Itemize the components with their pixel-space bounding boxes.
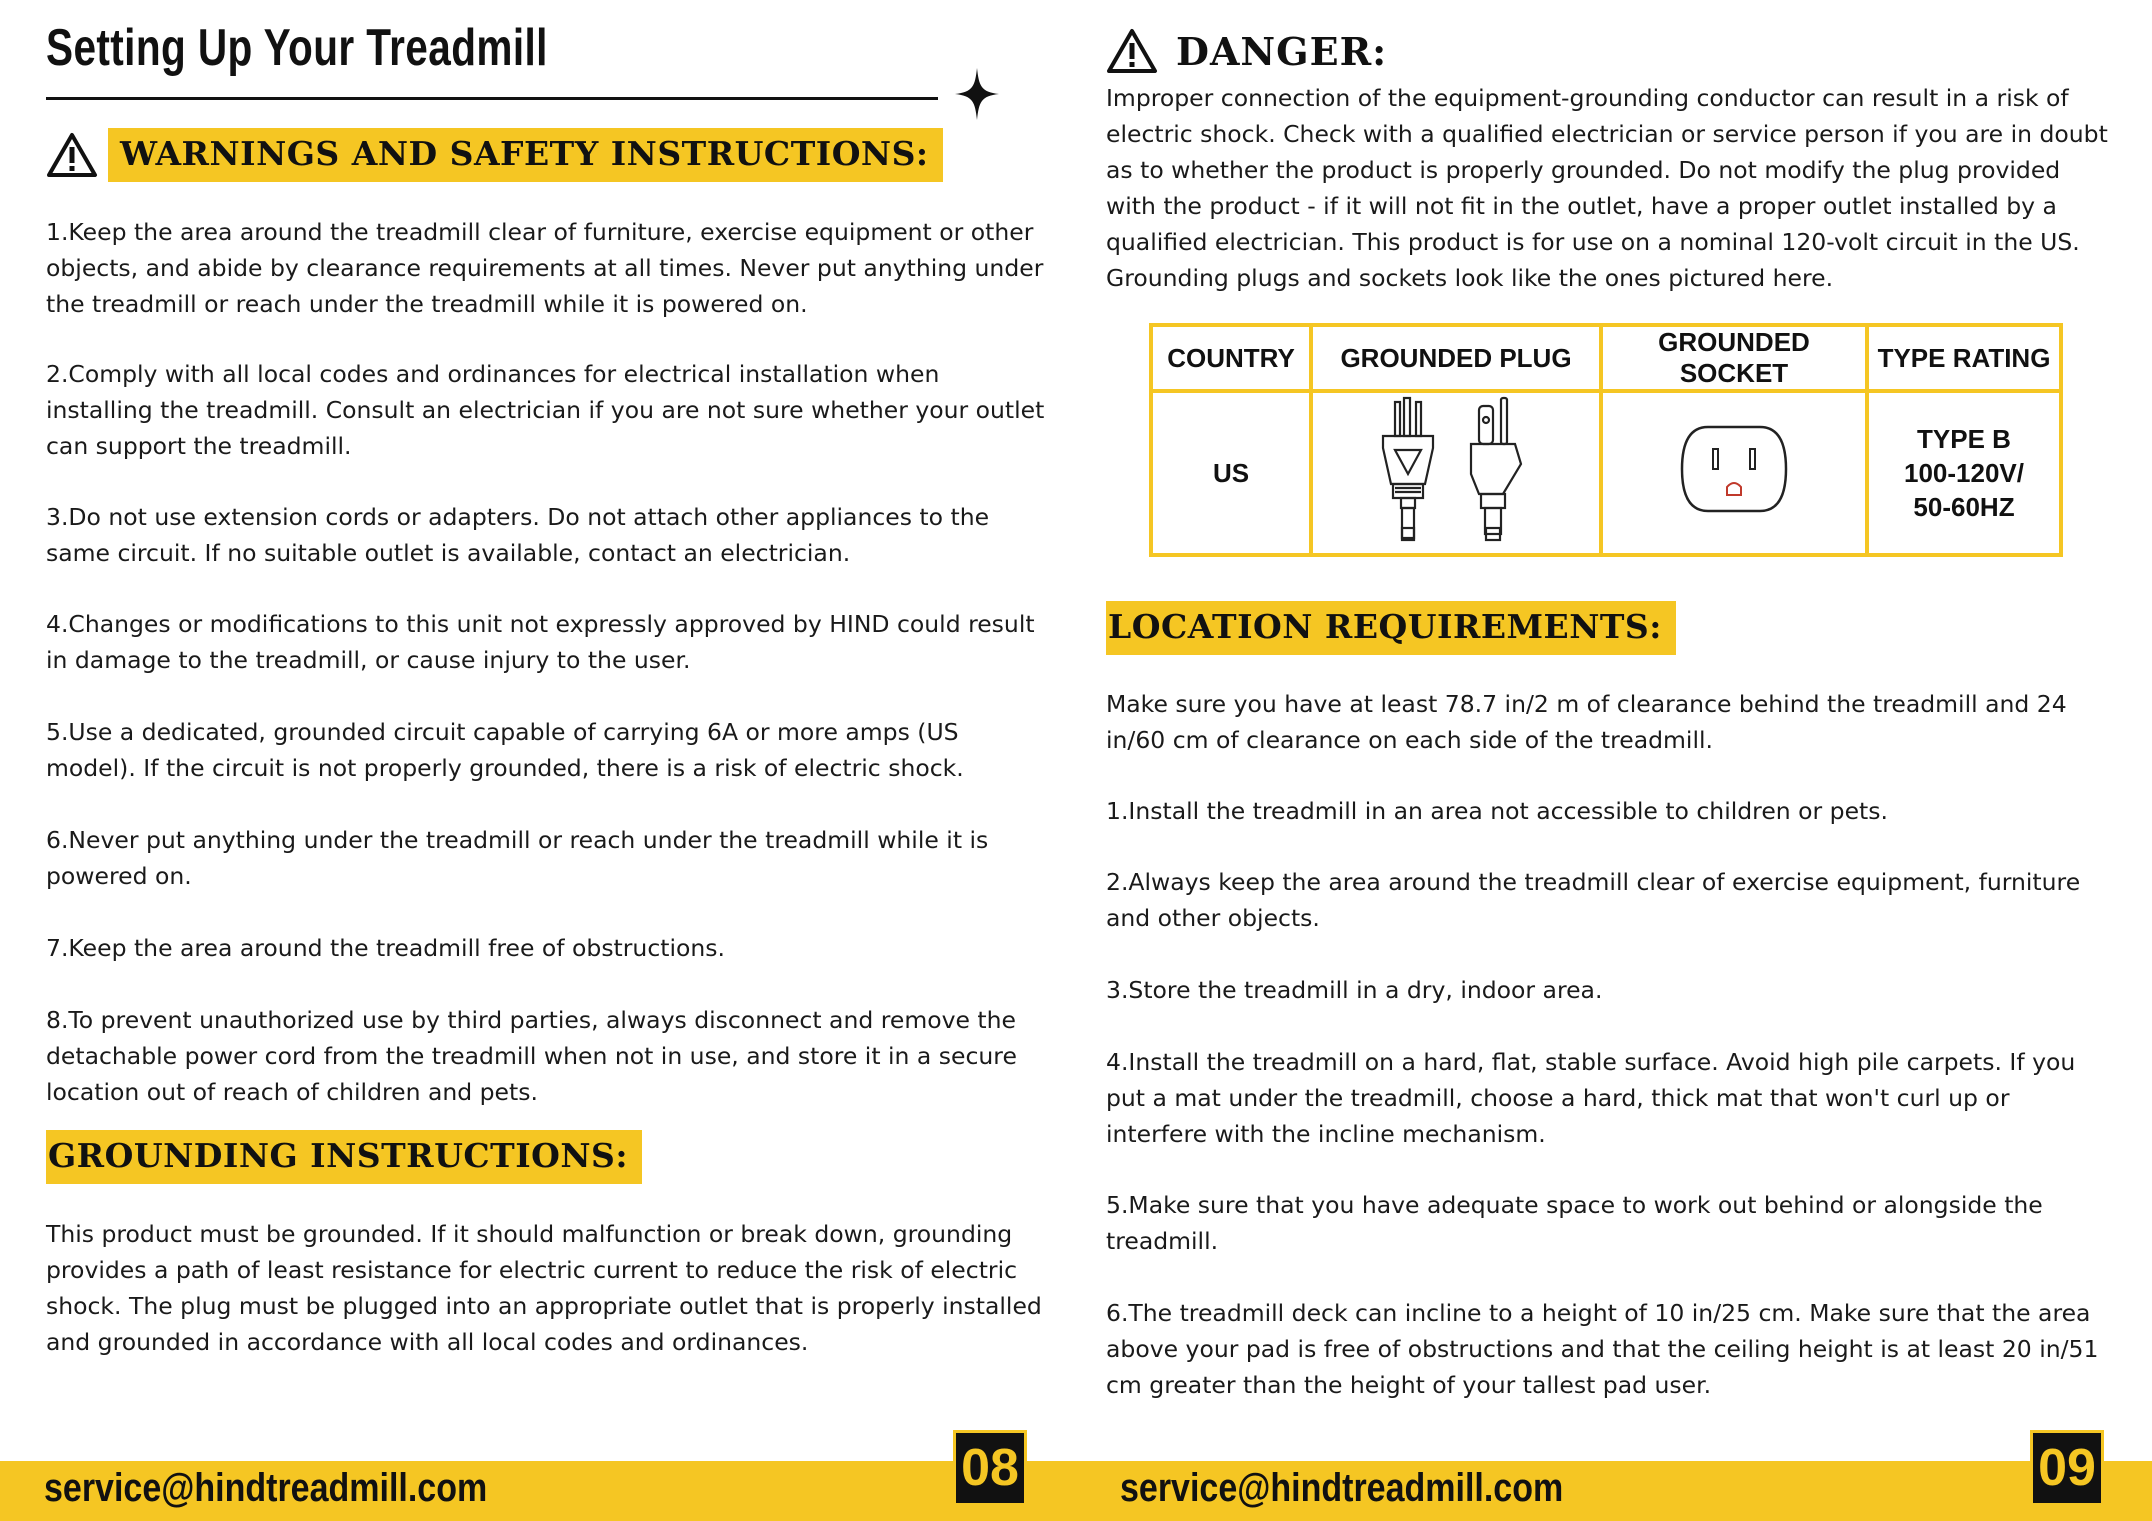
warning-item-5: 5.Use a dedicated, grounded circuit capable of carrying 6A or more amps (US model). If the circuit is not properly grounded, there is a risk of electric shock. bbox=[46, 718, 964, 782]
warnings-heading-row bbox=[46, 128, 943, 182]
table-header-socket: GROUNDED SOCKET bbox=[1601, 325, 1867, 391]
table-cell-socket bbox=[1601, 391, 1867, 555]
rating-line-type: TYPE B bbox=[1917, 424, 2011, 454]
rating-line-frequency: 50-60HZ bbox=[1913, 492, 2015, 522]
location-heading-row bbox=[1106, 601, 1676, 655]
danger-heading-row bbox=[1106, 28, 1387, 74]
location-item-6: 6.The treadmill deck can incline to a height of 10 in/25 cm. Make sure that the area above your pad is free of obstructions and that the ceiling height is at least 20 in/51 cm greater than the height of your tallest pad user. bbox=[1106, 1299, 2099, 1399]
danger-text: Improper connection of the equipment-grounding conductor can result in a risk of electric shock. Check with a qualified electrician or service person if you are in doubt as to whether the product is properly grounded. Do not modify the plug provided with the product - if it will not fit in the outlet, have a proper outlet installed by a qualified electrician. This product is for use on a nominal 120-volt circuit in the US. Grounding plugs and sockets look like the ones pictured here. bbox=[1106, 84, 2108, 292]
grounding-text: This product must be grounded. If it should malfunction or break down, grounding provides a path of least resistance for electric current to reduce the risk of electric shock. The plug must be plugged into an appropriate outlet that is properly installed and grounded in accordance with all local codes and ordinances. bbox=[46, 1220, 1042, 1356]
warning-item-6: 6.Never put anything under the treadmill or reach under the treadmill while it is powered on. bbox=[46, 826, 989, 890]
footer-email-left[interactable]: service@hindtreadmill.com bbox=[44, 1466, 488, 1510]
page-number-left: 08 bbox=[953, 1430, 1027, 1506]
grounding-heading: GROUNDING INSTRUCTIONS: bbox=[46, 1130, 642, 1184]
warning-triangle-icon bbox=[46, 132, 98, 178]
four-point-star-icon bbox=[955, 68, 999, 120]
page-number-right: 09 bbox=[2030, 1430, 2104, 1506]
page-title: Setting Up Your Treadmill bbox=[46, 19, 548, 77]
table-header-row bbox=[1151, 325, 2061, 391]
location-item-2: 2.Always keep the area around the treadmill clear of exercise equipment, furniture and other objects. bbox=[1106, 868, 2081, 932]
location-item-4: 4.Install the treadmill on a hard, flat, stable surface. Avoid high pile carpets. If you put a mat under the treadmill, choose a hard, thick mat that won't curl up or interfere with the incline mechanism. bbox=[1106, 1048, 2076, 1148]
footer-email-right[interactable]: service@hindtreadmill.com bbox=[1120, 1466, 1564, 1510]
grounding-heading-row bbox=[46, 1130, 642, 1184]
rating-line-voltage: 100-120V/ bbox=[1904, 458, 2024, 488]
table-row bbox=[1151, 391, 2061, 555]
location-item-3: 3.Store the treadmill in a dry, indoor area. bbox=[1106, 976, 1603, 1004]
table-header-country: COUNTRY bbox=[1151, 325, 1311, 391]
location-intro: Make sure you have at least 78.7 in/2 m of clearance behind the treadmill and 24 in/60 cm of clearance on each side of the treadmill. bbox=[1106, 690, 2067, 754]
title-divider bbox=[46, 97, 938, 100]
table-cell-country: US bbox=[1151, 391, 1311, 555]
warning-triangle-icon bbox=[1106, 28, 1158, 74]
grounded-plug-icon bbox=[1371, 394, 1541, 544]
warning-item-1: 1.Keep the area around the treadmill clear of furniture, exercise equipment or other objects, and abide by clearance requirements at all times. Never put anything under the treadmill or reach under the treadmill while it is powered on. bbox=[46, 218, 1044, 318]
warning-item-3: 3.Do not use extension cords or adapters. Do not attach other appliances to the same circuit. If no suitable outlet is available, contact an electrician. bbox=[46, 503, 990, 567]
warning-item-7: 7.Keep the area around the treadmill free of obstructions. bbox=[46, 934, 725, 962]
location-item-5: 5.Make sure that you have adequate space to work out behind or alongside the treadmill. bbox=[1106, 1191, 2043, 1255]
danger-heading: DANGER: bbox=[1176, 28, 1388, 74]
grounded-socket-icon bbox=[1674, 419, 1794, 519]
warning-item-4: 4.Changes or modifications to this unit not expressly approved by HIND could result in damage to the treadmill, or cause injury to the user. bbox=[46, 610, 1035, 674]
table-header-plug: GROUNDED PLUG bbox=[1311, 325, 1601, 391]
warning-item-8: 8.To prevent unauthorized use by third parties, always disconnect and remove the detachable power cord from the treadmill when not in use, and store it in a secure location out of reach of children and pets. bbox=[46, 1006, 1017, 1106]
location-item-1: 1.Install the treadmill in an area not accessible to children or pets. bbox=[1106, 797, 1888, 825]
table-cell-rating bbox=[1867, 391, 2061, 555]
warning-item-2: 2.Comply with all local codes and ordinances for electrical installation when installing the treadmill. Consult an electrician if you are not sure whether your outlet can support the treadmill. bbox=[46, 360, 1045, 460]
warnings-heading: WARNINGS AND SAFETY INSTRUCTIONS: bbox=[108, 128, 943, 182]
table-cell-plug bbox=[1311, 391, 1601, 555]
table-header-rating: TYPE RATING bbox=[1867, 325, 2061, 391]
location-heading: LOCATION REQUIREMENTS: bbox=[1106, 601, 1676, 655]
grounding-table bbox=[1149, 323, 2063, 557]
